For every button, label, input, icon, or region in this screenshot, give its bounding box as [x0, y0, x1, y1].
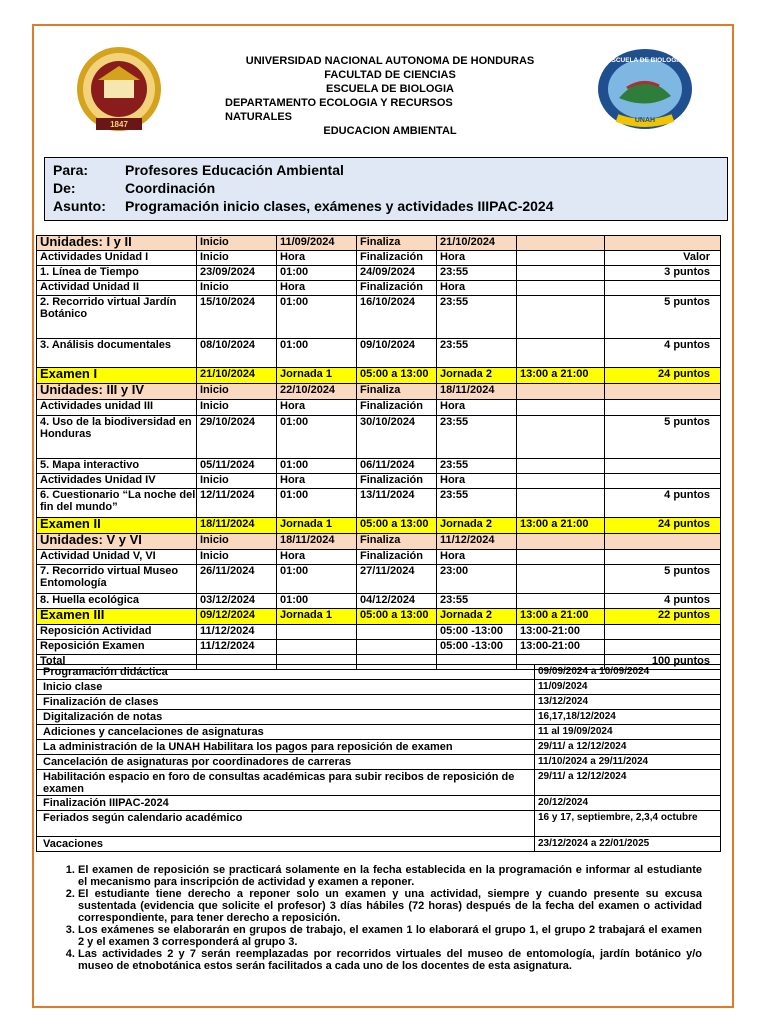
schedule-cell: 5 puntos	[605, 416, 721, 459]
schedule-cell: 01:00	[277, 565, 357, 594]
note-item: 1. El examen de reposición se practicará solamente en la fecha establecida en la programación e informar al estudiante el mecanismo para inscripción de actividad y examen a reponer.	[78, 864, 702, 888]
schedule-cell: 18/11/2024	[437, 384, 517, 400]
schedule-cell: 23:55	[437, 416, 517, 459]
schedule-cell: 27/11/2024	[357, 565, 437, 594]
schedule-row	[37, 416, 721, 459]
schedule-cell: Inicio	[197, 281, 277, 296]
schedule-cell	[517, 489, 605, 518]
schedule-cell: 16/10/2024	[357, 296, 437, 339]
schedule-cell: 13:00 a 21:00	[517, 518, 605, 534]
schedule-cell: Inicio	[197, 534, 277, 550]
schedule-row	[37, 594, 721, 609]
schedule-cell: 29/10/2024	[197, 416, 277, 459]
calendar-row	[37, 725, 721, 740]
schedule-row	[37, 609, 721, 625]
calendar-label: Programación didáctica	[37, 665, 535, 680]
schedule-cell	[357, 640, 437, 655]
svg-text:ESCUELA DE BIOLOGIA: ESCUELA DE BIOLOGIA	[607, 57, 683, 64]
schedule-cell: Finalización	[357, 281, 437, 296]
schedule-cell	[605, 625, 721, 640]
schedule-cell	[357, 625, 437, 640]
schedule-cell	[517, 236, 605, 251]
schedule-cell: Inicio	[197, 550, 277, 565]
schedule-cell: 12/11/2024	[197, 489, 277, 518]
schedule-cell: 01:00	[277, 266, 357, 281]
schedule-cell: Valor	[605, 251, 721, 266]
schedule-row	[37, 266, 721, 281]
institution-header	[225, 54, 555, 138]
calendar-value: 16 y 17, septiembre, 2,3,4 octubre	[535, 811, 721, 837]
schedule-row	[37, 236, 721, 251]
schedule-cell: 05:00 -13:00	[437, 640, 517, 655]
schedule-cell: 13:00 a 21:00	[517, 609, 605, 625]
schedule-cell: 13:00 a 21:00	[517, 368, 605, 384]
svg-text:UNAH: UNAH	[634, 117, 656, 124]
schedule-row	[37, 400, 721, 416]
schedule-cell: Reposición Examen	[37, 640, 197, 655]
schedule-cell: Jornada 1	[277, 609, 357, 625]
memo-row	[53, 180, 215, 196]
calendar-row	[37, 755, 721, 770]
schedule-cell: 01:00	[277, 296, 357, 339]
calendar-value: 29/11/ a 12/12/2024	[535, 740, 721, 755]
schedule-cell: 8. Huella ecológica	[37, 594, 197, 609]
calendar-row	[37, 811, 721, 837]
schedule-cell: Inicio	[197, 474, 277, 489]
schedule-cell: Finaliza	[357, 236, 437, 251]
schedule-cell	[605, 459, 721, 474]
schedule-cell	[605, 236, 721, 251]
schedule-cell: 11/09/2024	[277, 236, 357, 251]
schedule-cell: 13:00-21:00	[517, 640, 605, 655]
schedule-cell: 23:55	[437, 296, 517, 339]
schedule-cell	[517, 251, 605, 266]
schedule-cell: Unidades: I y II	[37, 236, 197, 251]
memo-value: Programación inicio clases, exámenes y actividades IIIPAC-2024	[125, 198, 554, 214]
schedule-cell: 7. Recorrido virtual Museo Entomología	[37, 565, 197, 594]
schedule-cell: Actividad Unidad II	[37, 281, 197, 296]
calendar-value: 20/12/2024	[535, 796, 721, 811]
schedule-cell: 24/09/2024	[357, 266, 437, 281]
schedule-cell	[517, 384, 605, 400]
schedule-cell: 03/12/2024	[197, 594, 277, 609]
calendar-label: Finalización IIIPAC-2024	[37, 796, 535, 811]
schedule-cell: Finalización	[357, 251, 437, 266]
header-line: ESCUELA DE BIOLOGIA	[326, 83, 454, 95]
schedule-cell	[605, 640, 721, 655]
calendar-value: 11/09/2024	[535, 680, 721, 695]
schedule-row	[37, 640, 721, 655]
schedule-cell: Actividades unidad III	[37, 400, 197, 416]
schedule-cell: 5. Mapa interactivo	[37, 459, 197, 474]
schedule-cell	[517, 459, 605, 474]
note-item: 4. Las actividades 2 y 7 serán reemplazadas por recorridos virtuales del museo de entomología, jardín botánico y/o museo de etnobotánica estos serán facilitados a cada uno de los docentes de esta asignatura.	[78, 948, 702, 972]
schedule-cell: 24 puntos	[605, 518, 721, 534]
schedule-cell: 01:00	[277, 594, 357, 609]
schedule-cell	[277, 625, 357, 640]
schedule-cell: 100 puntos	[605, 655, 721, 670]
schedule-cell	[517, 296, 605, 339]
schedule-cell: 23:55	[437, 489, 517, 518]
calendar-row	[37, 796, 721, 811]
schedule-cell: Jornada 2	[437, 609, 517, 625]
schedule-cell: 21/10/2024	[197, 368, 277, 384]
schedule-cell: 05/11/2024	[197, 459, 277, 474]
schedule-cell: 05:00 -13:00	[437, 625, 517, 640]
schedule-cell	[517, 281, 605, 296]
schedule-cell: Hora	[437, 251, 517, 266]
unah-seal-logo	[76, 46, 162, 132]
schedule-cell: Hora	[437, 400, 517, 416]
schedule-cell: Jornada 2	[437, 518, 517, 534]
memo-key: Asunto:	[53, 198, 106, 214]
schedule-cell: Inicio	[197, 400, 277, 416]
calendar-row	[37, 770, 721, 796]
schedule-row	[37, 251, 721, 266]
schedule-cell: Hora	[277, 400, 357, 416]
calendar-label: Habilitación espacio en foro de consultas académicas para subir recibos de reposición de examen	[37, 770, 535, 796]
schedule-row	[37, 296, 721, 339]
header-line: UNIVERSIDAD NACIONAL AUTONOMA DE HONDURAS	[245, 55, 535, 67]
calendar-row	[37, 665, 721, 680]
schedule-row	[37, 534, 721, 550]
schedule-cell: 22 puntos	[605, 609, 721, 625]
schedule-cell: Actividad Unidad V, VI	[37, 550, 197, 565]
schedule-cell: 3. Análisis documentales	[37, 339, 197, 368]
schedule-cell: 23:00	[437, 565, 517, 594]
schedule-cell: Hora	[437, 281, 517, 296]
schedule-cell: 4 puntos	[605, 339, 721, 368]
calendar-row	[37, 710, 721, 725]
schedule-cell	[517, 400, 605, 416]
schedule-cell	[517, 339, 605, 368]
header-line: FACULTAD DE CIENCIAS	[324, 69, 456, 81]
calendar-value: 11 al 19/09/2024	[535, 725, 721, 740]
schedule-cell: Hora	[277, 550, 357, 565]
schedule-cell: Hora	[277, 474, 357, 489]
memo-box	[44, 157, 728, 221]
schedule-cell	[517, 550, 605, 565]
calendar-value: 29/11/ a 12/12/2024	[535, 770, 721, 796]
calendar-label: Feriados según calendario académico	[37, 811, 535, 837]
schedule-cell: Examen II	[37, 518, 197, 534]
schedule-cell	[517, 416, 605, 459]
schedule-cell: 24 puntos	[605, 368, 721, 384]
memo-value: Coordinación	[125, 180, 216, 196]
schedule-cell: Inicio	[197, 251, 277, 266]
schedule-cell: 23/09/2024	[197, 266, 277, 281]
schedule-cell: Inicio	[197, 236, 277, 251]
schedule-cell: Finaliza	[357, 534, 437, 550]
calendar-label: Digitalización de notas	[37, 710, 535, 725]
schedule-cell: Finalización	[357, 550, 437, 565]
schedule-table	[36, 235, 721, 670]
schedule-cell: 08/10/2024	[197, 339, 277, 368]
schedule-row	[37, 565, 721, 594]
memo-key: De:	[53, 180, 76, 196]
schedule-cell	[605, 281, 721, 296]
schedule-cell: 15/10/2024	[197, 296, 277, 339]
schedule-cell	[605, 384, 721, 400]
schedule-cell: 2. Recorrido virtual Jardín Botánico	[37, 296, 197, 339]
schedule-cell: 01:00	[277, 339, 357, 368]
calendar-row	[37, 680, 721, 695]
note-item: 3. Los exámenes se elaborarán en grupos de trabajo, el examen 1 lo elaborará el grupo 1, el grupo 2 trabajará el examen 2 y el examen 3 corresponderá al grupo 3.	[78, 924, 702, 948]
schedule-cell: Hora	[277, 251, 357, 266]
schedule-cell: Total	[37, 655, 197, 670]
schedule-cell: 04/12/2024	[357, 594, 437, 609]
schedule-row	[37, 489, 721, 518]
schedule-cell: Actividades Unidad I	[37, 251, 197, 266]
schedule-cell: 11/12/2024	[197, 625, 277, 640]
schedule-cell: Jornada 1	[277, 518, 357, 534]
schedule-cell: Jornada 2	[437, 368, 517, 384]
schedule-row	[37, 384, 721, 400]
header-line: DEPARTAMENTO ECOLOGIA Y RECURSOS	[225, 97, 453, 109]
schedule-cell	[277, 640, 357, 655]
schedule-cell: 26/11/2024	[197, 565, 277, 594]
schedule-cell: Actividades Unidad IV	[37, 474, 197, 489]
schedule-cell: 6. Cuestionario “La noche del fin del mundo”	[37, 489, 197, 518]
calendar-value: 11/10/2024 a 29/11/2024	[535, 755, 721, 770]
schedule-cell: Inicio	[197, 384, 277, 400]
calendar-label: Cancelación de asignaturas por coordinadores de carreras	[37, 755, 535, 770]
schedule-cell: 30/10/2024	[357, 416, 437, 459]
schedule-cell: 01:00	[277, 489, 357, 518]
schedule-cell: 4 puntos	[605, 489, 721, 518]
schedule-row	[37, 550, 721, 565]
escuela-biologia-logo	[597, 48, 693, 130]
calendar-label: Inicio clase	[37, 680, 535, 695]
schedule-cell	[517, 594, 605, 609]
memo-value: Profesores Educación Ambiental	[125, 162, 344, 178]
calendar-row	[37, 695, 721, 710]
schedule-row	[37, 368, 721, 384]
schedule-cell: Hora	[437, 474, 517, 489]
schedule-cell	[605, 400, 721, 416]
calendar-label: La administración de la UNAH Habilitara los pagos para reposición de examen	[37, 740, 535, 755]
schedule-cell: 01:00	[277, 459, 357, 474]
schedule-cell: 01:00	[277, 416, 357, 459]
schedule-cell: 1. Línea de Tiempo	[37, 266, 197, 281]
schedule-cell: Hora	[277, 281, 357, 296]
schedule-cell	[517, 565, 605, 594]
schedule-cell: 5 puntos	[605, 296, 721, 339]
schedule-row	[37, 339, 721, 368]
schedule-row	[37, 625, 721, 640]
calendar-row	[37, 837, 721, 852]
calendar-value: 13/12/2024	[535, 695, 721, 710]
note-item: 2. El estudiante tiene derecho a reponer solo un examen y una actividad, siempre y cuando presente su excusa sustentada (evidencia que solicite el profesor) 3 días hábiles (72 horas) después de la fecha del examen o actividad correspondiente, para tener derecho a reposición.	[78, 888, 702, 924]
notes-list	[50, 864, 702, 972]
schedule-cell: 06/11/2024	[357, 459, 437, 474]
schedule-row	[37, 281, 721, 296]
schedule-cell: 23:55	[437, 266, 517, 281]
schedule-cell: 09/10/2024	[357, 339, 437, 368]
schedule-cell: 09/12/2024	[197, 609, 277, 625]
schedule-cell: 23:55	[437, 459, 517, 474]
schedule-cell: Unidades: III y IV	[37, 384, 197, 400]
schedule-cell: 05:00 a 13:00	[357, 368, 437, 384]
svg-text:1847: 1847	[110, 120, 128, 129]
schedule-cell: Reposición Actividad	[37, 625, 197, 640]
schedule-cell: 4 puntos	[605, 594, 721, 609]
schedule-cell: Finaliza	[357, 384, 437, 400]
memo-key: Para:	[53, 162, 89, 178]
schedule-cell: 22/10/2024	[277, 384, 357, 400]
header-line: NATURALES	[225, 111, 293, 123]
schedule-row	[37, 474, 721, 489]
schedule-cell: 5 puntos	[605, 565, 721, 594]
schedule-cell: Hora	[437, 550, 517, 565]
schedule-cell	[605, 534, 721, 550]
schedule-cell: Finalización	[357, 474, 437, 489]
schedule-cell: 23:55	[437, 594, 517, 609]
schedule-cell	[517, 266, 605, 281]
schedule-row	[37, 459, 721, 474]
schedule-cell: Examen I	[37, 368, 197, 384]
schedule-cell: Finalización	[357, 400, 437, 416]
calendar-label: Finalización de clases	[37, 695, 535, 710]
schedule-row	[37, 518, 721, 534]
schedule-cell: 21/10/2024	[437, 236, 517, 251]
schedule-cell: 18/11/2024	[197, 518, 277, 534]
schedule-cell	[517, 534, 605, 550]
schedule-cell: 13:00-21:00	[517, 625, 605, 640]
schedule-cell: 05:00 a 13:00	[357, 518, 437, 534]
schedule-cell: Examen III	[37, 609, 197, 625]
calendar-value: 23/12/2024 a 22/01/2025	[535, 837, 721, 852]
calendar-label: Adiciones y cancelaciones de asignaturas	[37, 725, 535, 740]
calendar-value: 09/09/2024 a 10/09/2024	[535, 665, 721, 680]
schedule-cell	[605, 550, 721, 565]
header-line: EDUCACION AMBIENTAL	[323, 125, 457, 137]
schedule-cell: Jornada 1	[277, 368, 357, 384]
calendar-value: 16,17,18/12/2024	[535, 710, 721, 725]
memo-row	[53, 162, 344, 178]
memo-row	[53, 198, 554, 214]
schedule-cell	[517, 474, 605, 489]
schedule-cell: 11/12/2024	[437, 534, 517, 550]
calendar-row	[37, 740, 721, 755]
schedule-cell	[605, 474, 721, 489]
schedule-cell: 23:55	[437, 339, 517, 368]
schedule-cell: 13/11/2024	[357, 489, 437, 518]
schedule-cell: 05:00 a 13:00	[357, 609, 437, 625]
schedule-cell: 4. Uso de la biodiversidad en Honduras	[37, 416, 197, 459]
calendar-label: Vacaciones	[37, 837, 535, 852]
schedule-cell: 3 puntos	[605, 266, 721, 281]
schedule-cell: Unidades: V y VI	[37, 534, 197, 550]
schedule-cell: 11/12/2024	[197, 640, 277, 655]
calendar-table	[36, 664, 721, 852]
schedule-cell: 18/11/2024	[277, 534, 357, 550]
